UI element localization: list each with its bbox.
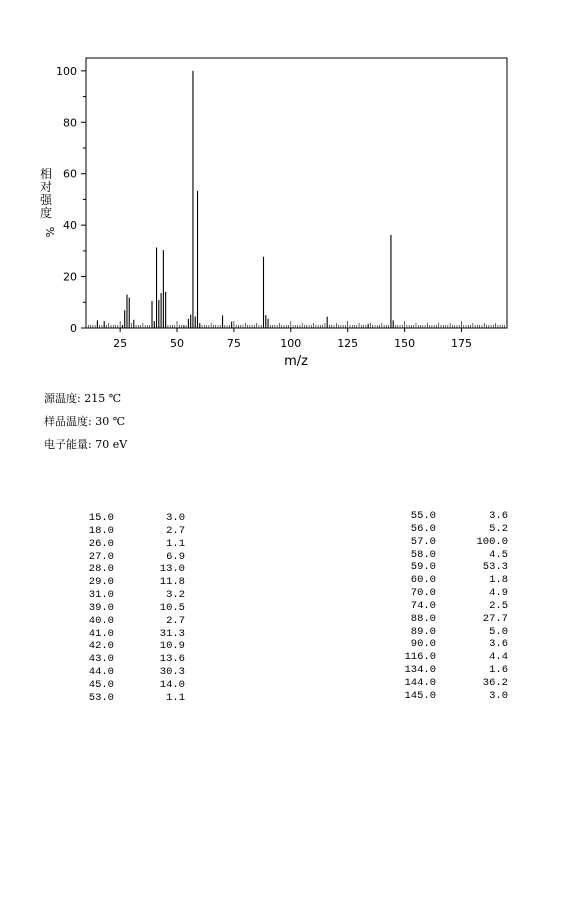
intensity-value: 13.6 <box>159 653 185 666</box>
x-axis-label: m/z <box>284 354 308 369</box>
x-tick-label: 150 <box>394 337 416 350</box>
x-tick-label: 75 <box>226 337 241 350</box>
intensity-value: 10.9 <box>159 640 185 653</box>
table-row <box>392 561 508 574</box>
mz-value: 70.0 <box>410 587 436 600</box>
peak-table-left <box>70 512 185 705</box>
intensity-value: 10.5 <box>159 601 185 614</box>
intensity-value: 31.3 <box>159 627 185 640</box>
mz-value: 28.0 <box>88 563 114 576</box>
mz-value: 56.0 <box>410 522 436 535</box>
intensity-value: 2.5 <box>489 599 508 612</box>
intensity-value: 3.0 <box>489 689 508 702</box>
table-row <box>392 638 508 651</box>
intensity-value: 100.0 <box>476 535 508 548</box>
table-row <box>70 615 185 628</box>
intensity-value: 2.7 <box>166 614 185 627</box>
table-row <box>70 525 185 538</box>
y-label-char: 强 <box>39 193 53 207</box>
intensity-value: 27.7 <box>482 612 508 625</box>
table-row <box>392 549 508 562</box>
mz-value: 39.0 <box>88 601 114 614</box>
table-row <box>70 602 185 615</box>
table-row <box>70 679 185 692</box>
table-row <box>70 589 185 602</box>
y-tick-label: 40 <box>63 219 77 233</box>
mz-value: 42.0 <box>88 640 114 653</box>
intensity-value: 53.3 <box>482 561 508 574</box>
table-row <box>70 692 185 705</box>
mass-spectrum-chart <box>0 0 570 380</box>
intensity-value: 4.9 <box>489 587 508 600</box>
table-row <box>70 640 185 653</box>
table-row <box>70 538 185 551</box>
mz-value: 27.0 <box>88 550 114 563</box>
table-row <box>70 576 185 589</box>
y-label-char: 度 <box>39 206 53 220</box>
intensity-value: 11.8 <box>159 576 185 589</box>
y-tick-label: 60 <box>63 167 77 181</box>
table-row <box>392 574 508 587</box>
mz-value: 60.0 <box>410 574 436 587</box>
x-tick-label: 175 <box>450 337 472 350</box>
y-tick-label: 0 <box>70 322 77 335</box>
mz-value: 44.0 <box>88 666 114 679</box>
table-row <box>392 626 508 639</box>
table-row <box>70 628 185 641</box>
mz-value: 31.0 <box>88 589 114 602</box>
table-row <box>392 523 508 536</box>
table-row <box>70 666 185 679</box>
table-row <box>392 677 508 690</box>
peak-bars <box>97 71 393 328</box>
mz-value: 89.0 <box>410 625 436 638</box>
mz-value: 145.0 <box>404 689 436 702</box>
table-row <box>392 587 508 600</box>
y-axis-label <box>40 166 56 237</box>
mz-value: 53.0 <box>88 691 114 704</box>
intensity-value: 4.5 <box>489 548 508 561</box>
table-row <box>392 651 508 664</box>
intensity-value: 3.2 <box>166 589 185 602</box>
intensity-value: 2.7 <box>166 524 185 537</box>
source-temperature: 源温度: 215 ℃ <box>44 392 121 405</box>
table-row <box>70 551 185 564</box>
intensity-value: 30.3 <box>159 666 185 679</box>
intensity-value: 1.1 <box>166 691 185 704</box>
mz-value: 116.0 <box>404 651 436 664</box>
mz-value: 29.0 <box>88 576 114 589</box>
mz-value: 59.0 <box>410 561 436 574</box>
mz-value: 57.0 <box>410 535 436 548</box>
y-tick-label: 80 <box>63 116 77 130</box>
mz-value: 41.0 <box>88 627 114 640</box>
mz-value: 58.0 <box>410 548 436 561</box>
mz-value: 90.0 <box>410 638 436 651</box>
intensity-value: 1.8 <box>489 574 508 587</box>
intensity-value: 3.6 <box>489 638 508 651</box>
mz-value: 15.0 <box>88 512 114 524</box>
mz-value: 74.0 <box>410 599 436 612</box>
y-label-char: 相 <box>39 167 53 181</box>
table-row <box>392 664 508 677</box>
electron-energy: 电子能量: 70 eV <box>44 438 128 451</box>
mz-value: 144.0 <box>404 676 436 689</box>
intensity-value: 3.6 <box>489 510 508 522</box>
table-row <box>70 512 185 525</box>
x-tick-label: 50 <box>170 337 185 350</box>
mz-value: 26.0 <box>88 537 114 550</box>
intensity-value: 3.0 <box>166 512 185 524</box>
y-tick-label: 100 <box>56 64 77 78</box>
y-label-unit: % <box>43 226 56 238</box>
table-row <box>392 613 508 626</box>
mz-value: 55.0 <box>410 510 436 522</box>
intensity-value: 13.0 <box>159 563 185 576</box>
table-row <box>392 510 508 523</box>
intensity-value: 14.0 <box>159 678 185 691</box>
table-row <box>392 600 508 613</box>
table-row <box>70 653 185 666</box>
intensity-value: 4.4 <box>489 651 508 664</box>
mz-value: 134.0 <box>404 664 436 677</box>
table-row <box>392 690 508 703</box>
intensity-value: 5.2 <box>489 522 508 535</box>
x-tick-label: 125 <box>337 337 359 350</box>
intensity-value: 1.6 <box>489 664 508 677</box>
peak-table-right <box>392 510 508 703</box>
y-tick-label: 20 <box>63 270 77 284</box>
mz-value: 18.0 <box>88 524 114 537</box>
sample-temperature: 样品温度: 30 ℃ <box>44 415 126 428</box>
intensity-value: 1.1 <box>166 537 185 550</box>
table-row <box>392 536 508 549</box>
y-label-char: 对 <box>39 180 53 194</box>
mz-value: 88.0 <box>410 612 436 625</box>
mz-value: 43.0 <box>88 653 114 666</box>
intensity-value: 36.2 <box>482 676 508 689</box>
mz-value: 40.0 <box>88 614 114 627</box>
mz-value: 45.0 <box>88 678 114 691</box>
x-tick-label: 100 <box>280 337 302 350</box>
table-row <box>70 563 185 576</box>
plot-frame <box>86 58 507 328</box>
x-tick-label: 25 <box>113 337 128 350</box>
intensity-value: 5.0 <box>489 625 508 638</box>
axis-ticks <box>56 65 505 350</box>
intensity-value: 6.9 <box>166 550 185 563</box>
